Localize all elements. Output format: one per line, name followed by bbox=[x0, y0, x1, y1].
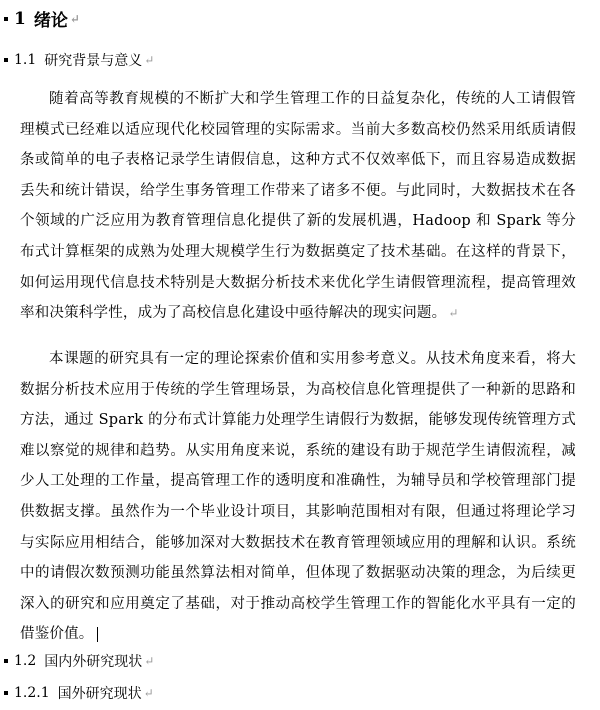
paragraph-mark-icon: ↵ bbox=[143, 686, 154, 700]
heading-bullet-icon bbox=[4, 691, 8, 695]
heading-bullet-icon bbox=[4, 17, 8, 21]
chapter-number: 1 bbox=[14, 8, 26, 29]
chapter-title: 绪论 bbox=[33, 11, 68, 31]
subsection-number: 1.2.1 bbox=[14, 685, 50, 701]
paragraph-mark-icon: ↵ bbox=[448, 306, 459, 321]
body-paragraph-2[interactable] bbox=[20, 344, 576, 650]
paragraph-mark-icon: ↵ bbox=[144, 53, 155, 67]
section-number: 1.2 bbox=[14, 653, 37, 669]
paragraph-text: 本课题的研究具有一定的理论探索价值和实用参考意义。从技术角度来看，将大数据分析技术应用于传统的学生管理场景，为高校信息化管理提供了一种新的思路和方法，通过 Spark 的分布式计算能力处理学生请假行为数据，能够发现传统管理方式难以察觉的规律和趋势。从实用角度来说，系统的建设有助于规范学生请假流程，减少人工处理的工作量，提高管理工作的透明度和准确性，为辅导员和学校管理部门提供数据支撑。虽然作为一个毕业设计项目，其影响范围相对有限，但通过将理论学习与实际应用相结合，能够加深对大数据技术在教育管理领域应用的理解和认识。系统中的请假次数预测功能虽然算法相对简单，但体现了数据驱动决策的理念，为后续更深入的研究和应用奠定了基础，对于推动高校学生管理工作的智能化水平具有一定的借鉴价值。 bbox=[20, 351, 576, 643]
text-cursor-icon bbox=[97, 627, 98, 642]
section-number: 1.1 bbox=[14, 52, 37, 68]
body-paragraph-1[interactable] bbox=[20, 84, 576, 329]
section-heading-background[interactable] bbox=[4, 50, 154, 70]
section-title: 国内外研究现状 bbox=[44, 654, 143, 670]
paragraph-text: 随着高等教育规模的不断扩大和学生管理工作的日益复杂化，传统的人工请假管理模式已经难以适应现代化校园管理的实际需求。当前大多数高校仍然采用纸质请假条或简单的电子表格记录学生请假信息，这种方式不仅效率低下，而且容易造成数据丢失和统计错误，给学生事务管理工作带来了诸多不便。与此同时，大数据技术在各个领域的广泛应用为教育管理信息化提供了新的发展机遇，Hadoop 和 Spark 等分布式计算框架的成熟为处理大规模学生行为数据奠定了技术基础。在这样的背景下，如何运用现代信息技术特别是大数据分析技术来优化学生请假管理流程，提高管理效率和决策科学性，成为了高校信息化建设中亟待解决的现实问题。 bbox=[20, 91, 576, 322]
subsection-heading-foreign[interactable] bbox=[4, 683, 154, 703]
heading-bullet-icon bbox=[4, 58, 8, 62]
section-title: 研究背景与意义 bbox=[44, 53, 143, 69]
section-heading-status[interactable] bbox=[4, 651, 154, 671]
heading-bullet-icon bbox=[4, 659, 8, 663]
subsection-title: 国外研究现状 bbox=[57, 686, 142, 702]
chapter-heading[interactable] bbox=[4, 6, 80, 31]
paragraph-mark-icon: ↵ bbox=[69, 11, 80, 26]
paragraph-mark-icon: ↵ bbox=[144, 654, 155, 668]
